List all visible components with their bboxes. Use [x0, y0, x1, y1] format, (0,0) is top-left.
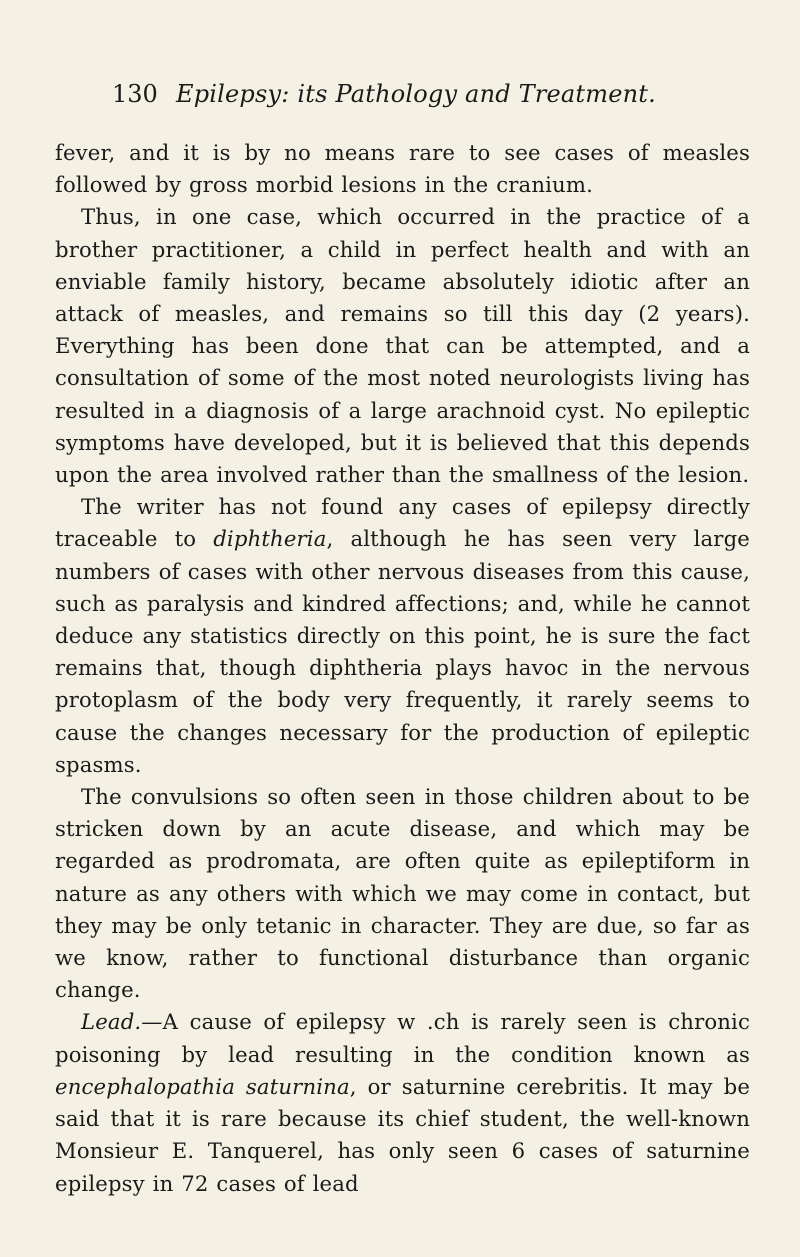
running-title: Epilepsy: its Pathology and Treatment.: [176, 80, 656, 108]
diphtheria-term: diphtheria: [213, 526, 327, 552]
paragraph-text-before: The writer has not found any cases of epilepsy directly traceable to: [55, 494, 750, 552]
running-head: [112, 76, 672, 112]
body-text: [55, 137, 750, 1200]
paragraph-text-after: , or saturnine cerebritis. It may be said that it is rare because its chief student, the well-known Monsieur E. Tanquerel, has only seen 6 cases of saturnine epilepsy in 72 cases of lead: [55, 1073, 751, 1196]
paragraph-text-after: , although he has seen very large numbers of cases with other nervous diseases from this cause, such as paralysis and kindred affections; and, while he cannot deduce any statistics directly on this point, he is sure the fact remains that, though diphtheria plays havoc in the nervous protoplasm of the body very frequently, it rarely seems to cause the changes necessary for the production of epileptic spasms.: [55, 526, 750, 777]
paragraph-convulsions: [55, 781, 750, 1006]
paragraph-text: Thus, in one case, which occurred in the practice of a brother practitioner, a child in perfect health and with an enviable family history, became absolutely idiotic after an attack of measles, and remains so till this day (2 years). Everything has been done that can be attempted, and a consultation of some of the most noted neurologists living has resulted in a diagnosis of a large arachnoid cyst. No epileptic symptoms have developed, but it is believed that this depends upon the area involved rather than the smallness of the lesion.: [55, 204, 750, 488]
paragraph-measles-continuation: [55, 137, 750, 201]
paragraph-text: The convulsions so often seen in those children about to be stricken down by an acute disease, and which may be regarded as prodromata, are often quite as epileptiform in nature as any others with which we may come in contact, but they may be only tetanic in character. They are due, so far as we know, rather to functional disturbance than organic change.: [55, 784, 750, 1003]
paragraph-measles-case: [55, 201, 750, 491]
paragraph-lead: [55, 1006, 750, 1199]
paragraph-text: fever, and it is by no means rare to see cases of measles followed by gross morbid lesions in the cranium.: [55, 140, 750, 198]
page-number: 130: [112, 80, 158, 108]
encephalopathia-term: encephalopathia saturnina: [55, 1073, 350, 1099]
paragraph-text-before: —A cause of epilepsy w .ch is rarely seen is chronic poisoning by lead resulting in the condition known as: [55, 1009, 750, 1067]
section-heading-lead: Lead.: [81, 1009, 142, 1035]
paragraph-diphtheria: [55, 491, 750, 781]
